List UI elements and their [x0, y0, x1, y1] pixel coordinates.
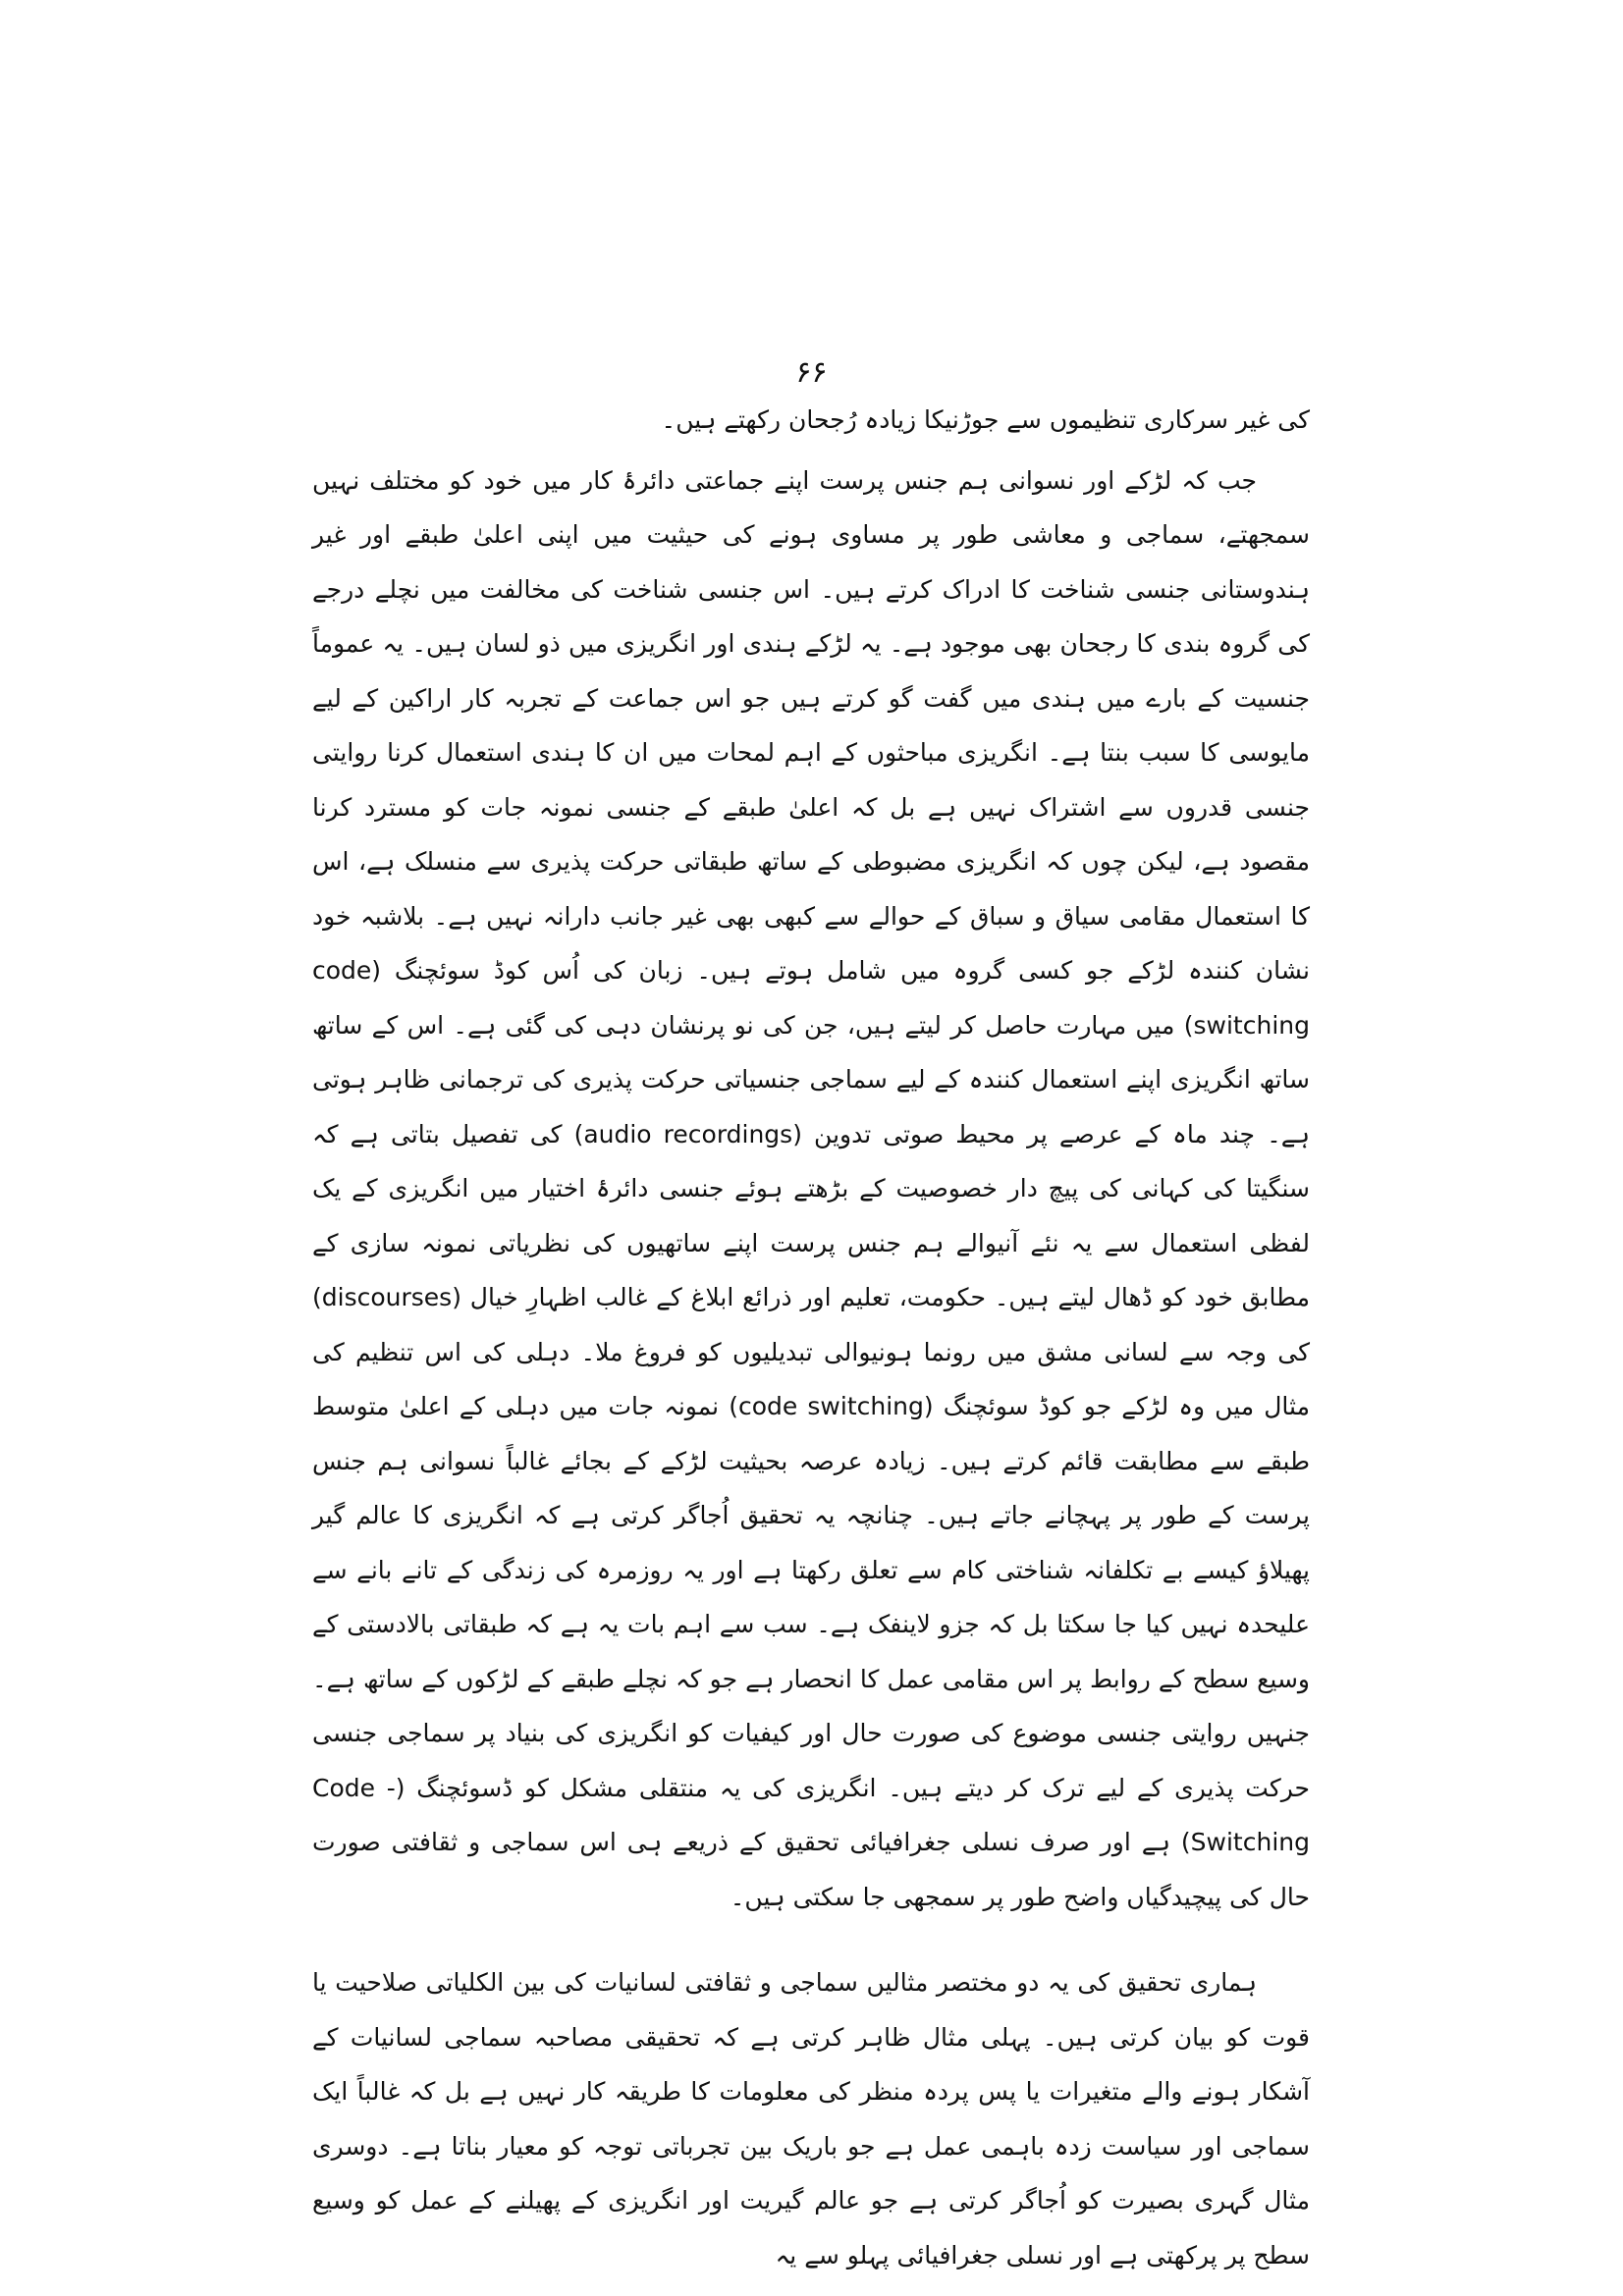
- body-text: [312, 393, 1310, 2282]
- paragraph-continuation: کی غیر سرکاری تنظیموں سے جوڑنیکا زیادہ رُجحان رکھتے ہیں۔: [661, 405, 1310, 434]
- page-number: ۶۶: [795, 355, 828, 390]
- paragraph: ہماری تحقیق کی یہ دو مختصر مثالیں سماجی و ثقافتی لسانیات کی بین الکلیاتی صلاحیت یا قوت کو بیان کرتی ہیں۔ پہلی مثال ظاہر کرتی ہے کہ تحقیقی مصاحبہ سماجی لسانیات کے آشکار ہونے والے متغیرات یا پس پردہ منظر کی معلومات کا طریقہ کار نہیں ہے بل کہ غالباً ایک سماجی اور سیاست زدہ باہمی عمل ہے جو باریک بین تجرباتی توجہ کو معیار بناتا ہے۔ دوسری مثال گہری بصیرت کو اُجاگر کرتی ہے جو عالم گیریت اور انگریزی کے پھیلنے کے عمل کو وسیع سطح پر پرکھتی ہے اور نسلی جغرافیائی پہلو سے یہ: [312, 1968, 1310, 2269]
- paragraph: جب کہ لڑکے اور نسوانی ہم جنس پرست اپنے جماعتی دائرۂ کار میں خود کو مختلف نہیں سمجھتے، سماجی و معاشی طور پر مساوی ہونے کی حیثیت میں اپنی اعلیٰ طبقے اور غیر ہندوستانی جنسی شناخت کا ادراک کرتے ہیں۔ اس جنسی شناخت کی مخالفت میں نچلے درجے کی گروہ بندی کا رجحان بھی موجود ہے۔ یہ لڑکے ہندی اور انگریزی میں ذو لسان ہیں۔ یہ عموماً جنسیت کے بارے میں ہندی میں گفت گو کرتے ہیں جو اس جماعت کے تجربہ کار اراکین کے لیے مایوسی کا سبب بنتا ہے۔ انگریزی مباحثوں کے اہم لمحات میں ان کا ہندی استعمال کرنا روایتی جنسی قدروں سے اشتراک نہیں ہے بل کہ اعلیٰ طبقے کے جنسی نمونہ جات کو مسترد کرنا مقصود ہے، لیکن چوں کہ انگریزی مضبوطی کے ساتھ طبقاتی حرکت پذیری سے منسلک ہے، اس کا استعمال مقامی سیاق و سباق کے حوالے سے کبھی بھی غیر جانب دارانہ نہیں ہے۔ بلاشبہ خود نشان کنندہ لڑکے جو کسی گروہ میں شامل ہوتے ہیں۔ زبان کی اُس کوڈ سوئچنگ (code switching) میں مہارت حاصل کر لیتے ہیں، جن کی نو پرنشان دہی کی گئی ہے۔ اس کے ساتھ ساتھ انگریزی اپنے استعمال کنندہ کے لیے سماجی جنسیاتی حرکت پذیری کی ترجمانی ظاہر ہوتی ہے۔ چند ماہ کے عرصے پر محیط صوتی تدوین (audio recordings) کی تفصیل بتاتی ہے کہ سنگیتا کی کہانی کی پیچ دار خصوصیت کے بڑھتے ہوئے جنسی دائرۂ اختیار میں انگریزی کے یک لفظی استعمال سے یہ نئے آنیوالے ہم جنس پرست اپنے ساتھیوں کی نظریاتی نمونہ سازی کے مطابق خود کو ڈھال لیتے ہیں۔ حکومت، تعلیم اور ذرائع ابلاغ کے غالب اظہارِ خیال (discourses) کی وجہ سے لسانی مشق میں رونما ہونیوالی تبدیلیوں کو فروغ ملا۔ دہلی کی اس تنظیم کی مثال میں وہ لڑکے جو کوڈ سوئچنگ (code switching) نمونہ جات میں دہلی کے اعلیٰ متوسط طبقے سے مطابقت قائم کرتے ہیں۔ زیادہ عرصہ بحیثیت لڑکے کے بجائے غالباً نسوانی ہم جنس پرست کے طور پر پہچانے جاتے ہیں۔ چنانچہ یہ تحقیق اُجاگر کرتی ہے کہ انگریزی کا عالم گیر پھیلاؤ کیسے بے تکلفانہ شناختی کام سے تعلق رکھتا ہے اور یہ روزمرہ کی زندگی کے تانے بانے سے علیحدہ نہیں کیا جا سکتا بل کہ جزو لاینفک ہے۔ سب سے اہم بات یہ ہے کہ طبقاتی بالادستی کے وسیع سطح کے روابط پر اس مقامی عمل کا انحصار ہے جو کہ نچلے طبقے کے لڑکوں کے ساتھ ہے۔ جنہیں روایتی جنسی موضوع کی صورت حال اور کیفیات کو انگریزی کی بنیاد پر سماجی جنسی حرکت پذیری کے لیے ترک کر دیتے ہیں۔ انگریزی کی یہ منتقلی مشکل کو ڈسوئچنگ (Code -Switching) ہے اور صرف نسلی جغرافیائی تحقیق کے ذریعے ہی اس سماجی و ثقافتی صورت حال کی پیچیدگیاں واضح طور پر سمجھی جا سکتی ہیں۔: [312, 465, 1311, 1911]
